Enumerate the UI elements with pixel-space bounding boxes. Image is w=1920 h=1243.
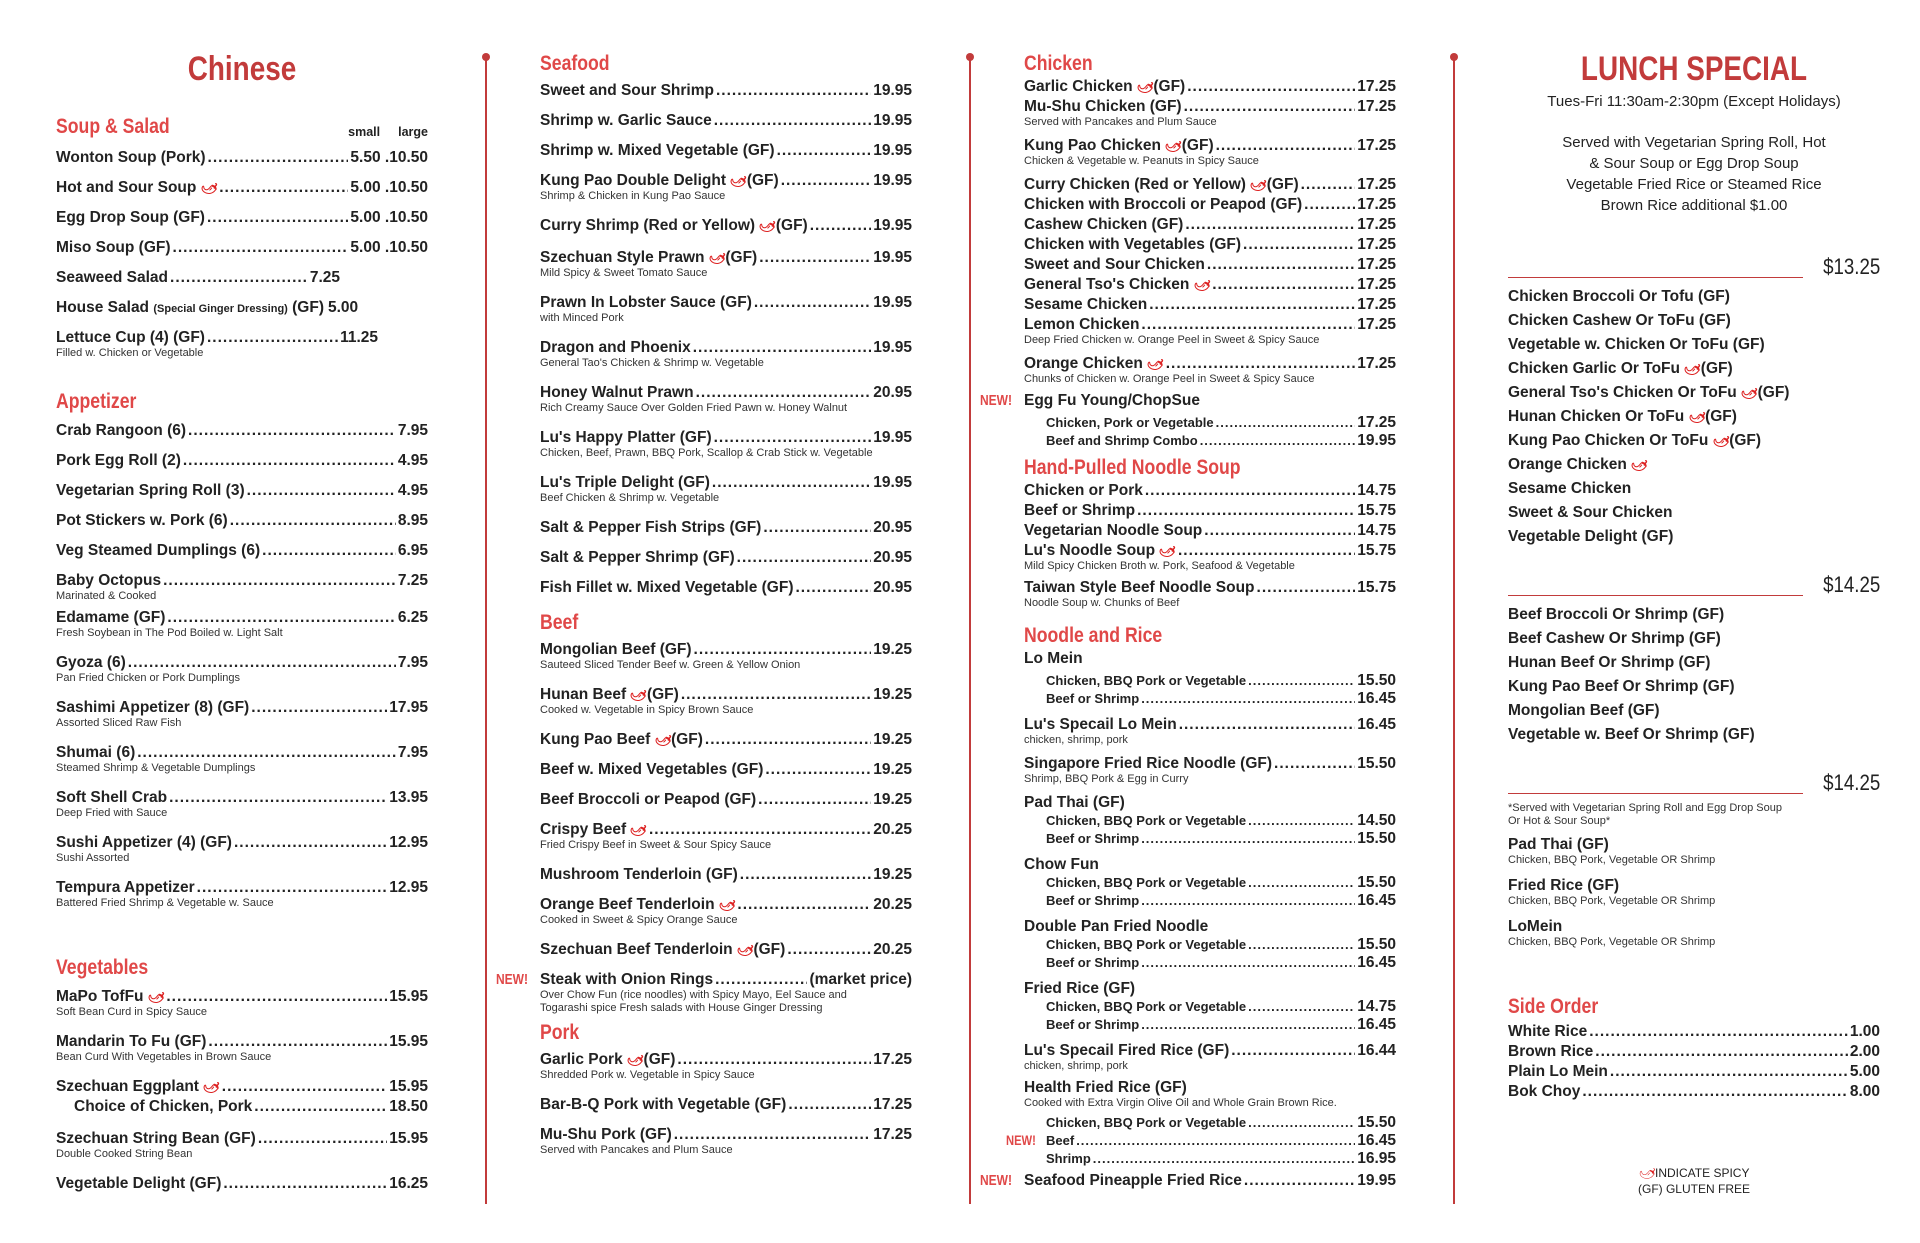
- chili-pepper-icon: 🌶: [757, 215, 779, 236]
- price-tier-header: $13.25: [1508, 254, 1880, 280]
- pork-list: [540, 1051, 912, 1157]
- menu-item: Lemon Chicken ..... 17.25 Deep Fried Chicken w. Orange Peel in Sweet & Spicy Sauce: [1024, 316, 1396, 347]
- new-badge: NEW!: [980, 1172, 1012, 1189]
- lunch-item: Fried Rice (GF) Chicken, BBQ Pork, Vegetable OR Shrimp: [1508, 877, 1716, 907]
- menu-item: Sesame Chicken ..... 17.25: [1024, 296, 1396, 314]
- lunch-item: Chicken Cashew Or ToFu (GF): [1508, 312, 1731, 329]
- section-heading: Soup & Salad: [56, 115, 170, 138]
- menu-item: Szechuan Eggplant 🌶 ..... 15.95: [56, 1078, 428, 1096]
- menu-item: Szechuan Beef Tenderloin 🌶(GF) ..... 20.25: [540, 941, 912, 959]
- chili-pepper-icon: 🌶: [706, 247, 728, 268]
- menu-item: Bok Choy ..... 8.00: [1508, 1083, 1880, 1101]
- menu-item: NEW! Seafood Pineapple Fried Rice ..... 19.95: [1024, 1172, 1396, 1190]
- lunch-hours: Tues-Fri 11:30am-2:30pm (Except Holidays): [1547, 93, 1841, 110]
- column-chicken-noodles: [980, 0, 1396, 1204]
- menu-item: Sweet and Sour Chicken ..... 17.25: [1024, 256, 1396, 274]
- chili-pepper-icon: 🌶: [1710, 430, 1732, 451]
- chili-pepper-icon: 🌶: [1157, 540, 1179, 561]
- menu-item: Orange Beef Tenderloin 🌶 ..... 20.25 Cooked in Sweet & Spicy Orange Sauce: [540, 896, 912, 927]
- menu-item: Edamame (GF) ..... 6.25 Fresh Soybean in The Pod Boiled w. Light Salt: [56, 609, 428, 640]
- lunch-item: Vegetable w. Chicken Or ToFu (GF): [1508, 336, 1765, 353]
- section-heading: Beef: [540, 611, 579, 634]
- large-label: large: [398, 125, 428, 139]
- lunch-item: Mongolian Beef (GF): [1508, 702, 1660, 719]
- lunch-item: Sesame Chicken: [1508, 480, 1632, 497]
- new-badge: NEW!: [1006, 1132, 1036, 1148]
- menu-item: Plain Lo Mein ..... 5.00: [1508, 1063, 1880, 1081]
- menu-item: Taiwan Style Beef Noodle Soup ..... 15.75 Noodle Soup w. Chunks of Beef: [1024, 579, 1396, 610]
- menu-item: Veg Steamed Dumplings (6) ..... 6.95: [56, 542, 428, 560]
- menu-item: Beef or Shrimp ..... 15.75: [1024, 502, 1396, 520]
- column-divider: [1453, 57, 1455, 1204]
- menu-item: Curry Shrimp (Red or Yellow) 🌶(GF) ..... 19.95: [540, 217, 912, 235]
- chili-pepper-icon: 🌶: [1686, 406, 1708, 427]
- appetizer-list: [56, 422, 428, 910]
- menu-item: Kung Pao Double Delight 🌶(GF) ..... 19.95 Shrimp & Chicken in Kung Pao Sauce: [540, 172, 912, 203]
- lunch-item: General Tso's Chicken Or ToFu 🌶(GF): [1508, 382, 1790, 403]
- lunch-item: Vegetable Delight (GF): [1508, 528, 1674, 545]
- menu-item: Mushroom Tenderloin (GF) ..... 19.25: [540, 866, 912, 884]
- menu-item: General Tso's Chicken 🌶 ..... 17.25: [1024, 276, 1396, 294]
- soup-list: [56, 149, 428, 360]
- menu-item: Sweet and Sour Shrimp ..... 19.95: [540, 82, 912, 100]
- lunch-item: Vegetable w. Beef Or Shrimp (GF): [1508, 726, 1755, 743]
- menu-item: Singapore Fried Rice Noodle (GF) ..... 15.50 Shrimp, BBQ Pork & Egg in Curry: [1024, 755, 1396, 786]
- menu-item: Gyoza (6) ..... 7.95 Pan Fried Chicken or Pork Dumplings: [56, 654, 428, 685]
- section-heading: Hand-Pulled Noodle Soup: [1024, 456, 1241, 479]
- menu-item: Chow Fun Chicken, BBQ Pork or Vegetable ..... 15.50 Beef or Shrimp ..... 16.45: [1024, 856, 1396, 910]
- lunch-item: Kung Pao Beef Or Shrimp (GF): [1508, 678, 1735, 695]
- chili-pepper-icon: 🌶: [628, 684, 650, 705]
- lunch-item: Beef Broccoli Or Shrimp (GF): [1508, 606, 1725, 623]
- menu-item: Soft Shell Crab ..... 13.95 Deep Fried with Sauce: [56, 789, 428, 820]
- lunch-item: Pad Thai (GF) Chicken, BBQ Pork, Vegetable OR Shrimp: [1508, 836, 1716, 866]
- menu-item: Kung Pao Chicken 🌶(GF) ..... 17.25 Chicken & Vegetable w. Peanuts in Spicy Sauce: [1024, 137, 1396, 168]
- lunch-item: Sweet & Sour Chicken: [1508, 504, 1673, 521]
- menu-item: Lettuce Cup (4) (GF) ..... 11.25 Filled w. Chicken or Vegetable: [56, 329, 428, 360]
- new-badge: NEW!: [496, 971, 528, 988]
- price-tier-header: $14.25: [1508, 572, 1880, 598]
- menu-item: Brown Rice ..... 2.00: [1508, 1043, 1880, 1061]
- menu-item: Miso Soup (GF) ..... 5.00 .10.50: [56, 239, 428, 257]
- noodle-soup-list: [1024, 482, 1396, 610]
- menu-item: Pot Stickers w. Pork (6) ..... 8.95: [56, 512, 428, 530]
- chili-pepper-icon: 🌶: [652, 729, 674, 750]
- chili-pepper-icon: 🌶: [1163, 135, 1185, 156]
- menu-item: Dragon and Phoenix ..... 19.95 General Tao's Chicken & Shrimp w. Vegetable: [540, 339, 912, 370]
- lunch-item: Kung Pao Chicken Or ToFu 🌶(GF): [1508, 430, 1762, 451]
- menu-item: Honey Walnut Prawn ..... 20.95 Rich Creamy Sauce Over Golden Fried Pawn w. Honey Walnut: [540, 384, 912, 415]
- legend-gluten-free: (GF) GLUTEN FREE: [1637, 1182, 1750, 1196]
- menu-item: Fried Rice (GF) Chicken, BBQ Pork or Vegetable ..... 14.75 Beef or Shrimp ..... 16.45: [1024, 980, 1396, 1034]
- menu-item: Orange Chicken 🌶 ..... 17.25 Chunks of Chicken w. Orange Peel in Sweet & Spicy Sauce: [1024, 355, 1396, 386]
- menu-item: Health Fried Rice (GF) Cooked with Extra Virgin Olive Oil and Whole Grain Brown Rice. Chicken, BBQ Pork or Vegetable ..... 15.50 NEW! Beef ..... 16.45 Shrimp ..... 16.95: [1024, 1079, 1396, 1168]
- column-divider: [969, 57, 971, 1204]
- menu-item: Hot and Sour Soup 🌶 ..... 5.00 .10.50: [56, 179, 428, 197]
- menu-item: Bar-B-Q Pork with Vegetable (GF) ..... 17.25: [540, 1096, 912, 1114]
- chili-pepper-icon: 🌶: [728, 170, 750, 191]
- seafood-list: [540, 82, 912, 597]
- menu-item: Hunan Beef 🌶(GF) ..... 19.25 Cooked w. Vegetable in Spicy Brown Sauce: [540, 686, 912, 717]
- menu-item: MaPo TofFu 🌶 ..... 15.95 Soft Bean Curd in Spicy Sauce: [56, 988, 428, 1019]
- chicken-list: [980, 76, 1396, 450]
- chili-pepper-icon: 🌶: [1738, 382, 1761, 403]
- tier3-list: [1508, 836, 1880, 949]
- section-heading: Noodle and Rice: [1024, 624, 1163, 647]
- price-tier-header: $14.25: [1508, 770, 1880, 796]
- menu-item: Lu's Triple Delight (GF) ..... 19.95 Beef Chicken & Shrimp w. Vegetable: [540, 474, 912, 505]
- column-seafood-beef-pork: [496, 0, 912, 1171]
- menu-item: Lo Mein Chicken, BBQ Pork or Vegetable ..... 15.50 Beef or Shrimp ..... 16.45: [1024, 650, 1396, 708]
- menu-item: Mongolian Beef (GF) ..... 19.25 Sauteed Sliced Tender Beef w. Green & Yellow Onion: [540, 641, 912, 672]
- tier3-note: *Served with Vegetarian Spring Roll and Egg Drop Soup Or Hot & Sour Soup*: [1508, 802, 1782, 827]
- menu-item: NEW! Egg Fu Young/ChopSue Chicken, Pork or Vegetable ..... 17.25 Beef and Shrimp Combo ..... 19.95: [1024, 392, 1396, 450]
- menu-item: Sushi Appetizer (4) (GF) ..... 12.95 Sushi Assorted: [56, 834, 428, 865]
- menu-item: Wonton Soup (Pork) ..... 5.50 .10.50: [56, 149, 428, 167]
- chili-pepper-icon: 🌶: [201, 1076, 223, 1097]
- lunch-item: Chicken Broccoli Or Tofu (GF): [1508, 288, 1730, 305]
- lunch-item: LoMein Chicken, BBQ Pork, Vegetable OR Shrimp: [1508, 918, 1716, 948]
- menu-item: Pork Egg Roll (2) ..... 4.95: [56, 452, 428, 470]
- size-header: [348, 125, 428, 139]
- chili-pepper-icon: 🌶: [1191, 274, 1213, 295]
- menu-item: Shrimp w. Garlic Sauce ..... 19.95: [540, 112, 912, 130]
- side-order-list: [1508, 1023, 1880, 1101]
- lunch-title: LUNCH SPECIAL: [1580, 50, 1808, 88]
- menu-item: Baby Octopus ..... 7.25 Marinated & Cooked: [56, 572, 428, 603]
- menu-item: Cashew Chicken (GF) ..... 17.25: [1024, 216, 1396, 234]
- menu-item: Seaweed Salad ..... 7.25: [56, 269, 428, 287]
- lunch-item: Hunan Beef Or Shrimp (GF): [1508, 654, 1711, 671]
- lunch-item: Chicken Garlic Or ToFu 🌶(GF): [1508, 358, 1733, 379]
- section-heading: Vegetables: [56, 956, 149, 979]
- column-chinese: [56, 0, 428, 1207]
- menu-item: NEW! Steak with Onion Rings ..... (market price) Over Chow Fun (rice noodles) with Spicy Mayo, Eel Sauce and Togarashi spice Fresh salads with House Ginger Dressing: [540, 971, 912, 1015]
- menu-item: Lu's Noodle Soup 🌶 ..... 15.75 Mild Spicy Chicken Broth w. Pork, Seafood & Vegetable: [1024, 542, 1396, 573]
- lunch-item: Hunan Chicken Or ToFu 🌶(GF): [1508, 406, 1737, 427]
- small-label: small: [348, 125, 381, 139]
- menu-item: Vegetarian Noodle Soup ..... 14.75: [1024, 522, 1396, 540]
- tier2-list: [1508, 606, 1880, 744]
- menu-item: Szechuan String Bean (GF) ..... 15.95 Double Cooked String Bean: [56, 1130, 428, 1161]
- menu-item: Tempura Appetizer ..... 12.95 Battered Fried Shrimp & Vegetable w. Sauce: [56, 879, 428, 910]
- chili-pepper-icon: 🌶: [734, 939, 757, 960]
- tier1-list: [1508, 288, 1880, 546]
- new-badge: NEW!: [980, 392, 1012, 409]
- chili-pepper-icon: 🌶: [624, 1049, 647, 1070]
- chili-pepper-icon: 🌶: [716, 894, 738, 915]
- menu-item: Garlic Pork 🌶(GF) ..... 17.25 Shredded Pork w. Vegetable in Spicy Sauce: [540, 1051, 912, 1082]
- menu-item: Szechuan Style Prawn 🌶(GF) ..... 19.95 Mild Spicy & Sweet Tomato Sauce: [540, 249, 912, 280]
- menu-item: Salt & Pepper Shrimp (GF) ..... 20.95: [540, 549, 912, 567]
- menu-item: Vegetable Delight (GF) ..... 16.25: [56, 1175, 428, 1193]
- lunch-item: Orange Chicken 🌶: [1508, 454, 1651, 475]
- menu-item: Sashimi Appetizer (8) (GF) ..... 17.95 Assorted Sliced Raw Fish: [56, 699, 428, 730]
- menu-item: Choice of Chicken, Pork ..... 18.50: [56, 1098, 428, 1116]
- chili-pepper-icon: 🌶: [145, 986, 167, 1007]
- vegetables-list: [56, 988, 428, 1193]
- section-heading: Chicken: [1024, 52, 1093, 75]
- menu-item: Garlic Chicken 🌶(GF) ..... 17.25: [1024, 78, 1396, 96]
- menu-item: Chicken or Pork ..... 14.75: [1024, 482, 1396, 500]
- legend: [1508, 1162, 1880, 1197]
- noodle-rice-list: [980, 650, 1396, 1190]
- menu-item: Lu's Happy Platter (GF) ..... 19.95 Chicken, Beef, Prawn, BBQ Pork, Scallop & Crab Stick w. Vegetable: [540, 429, 912, 460]
- menu-item: Crispy Beef 🌶 ..... 20.25 Fried Crispy Beef in Sweet & Sour Spicy Sauce: [540, 821, 912, 852]
- menu-item: Salt & Pepper Fish Strips (GF) ..... 20.95: [540, 519, 912, 537]
- section-heading: Seafood: [540, 52, 610, 75]
- chili-pepper-icon: 🌶: [1145, 353, 1167, 374]
- legend-spicy: INDICATE SPICY: [1655, 1166, 1750, 1180]
- menu-item: Kung Pao Beef 🌶(GF) ..... 19.25: [540, 731, 912, 749]
- beef-list: [496, 641, 912, 1015]
- chili-pepper-icon: 🌶: [1629, 454, 1651, 475]
- menu-item: Mu-Shu Chicken (GF) ..... 17.25 Served with Pancakes and Plum Sauce: [1024, 98, 1396, 129]
- column-lunch-special: [1508, 0, 1880, 1197]
- menu-item: Lu's Specail Lo Mein ..... 16.45 chicken, shrimp, pork: [1024, 716, 1396, 747]
- menu-item: Mandarin To Fu (GF) ..... 15.95 Bean Curd With Vegetables in Brown Sauce: [56, 1033, 428, 1064]
- menu-item: Shumai (6) ..... 7.95 Steamed Shrimp & Vegetable Dumplings: [56, 744, 428, 775]
- menu-item: Crab Rangoon (6) ..... 7.95: [56, 422, 428, 440]
- menu-item: Fish Fillet w. Mixed Vegetable (GF) ..... 20.95: [540, 579, 912, 597]
- menu-item: Egg Drop Soup (GF) ..... 5.00 .10.50: [56, 209, 428, 227]
- chili-pepper-icon: 🌶: [1248, 174, 1270, 195]
- menu-item: Shrimp w. Mixed Vegetable (GF) ..... 19.95: [540, 142, 912, 160]
- menu-item: Curry Chicken (Red or Yellow) 🌶(GF) ..... 17.25: [1024, 176, 1396, 194]
- soup-header: [56, 115, 428, 139]
- chili-pepper-icon: 🌶: [1682, 358, 1704, 379]
- menu-item: Beef Broccoli or Peapod (GF) ..... 19.25: [540, 791, 912, 809]
- menu-item: Prawn In Lobster Sauce (GF) ..... 19.95 with Minced Pork: [540, 294, 912, 325]
- menu-item: Double Pan Fried Noodle Chicken, BBQ Pork or Vegetable ..... 15.50 Beef or Shrimp ..... 16.45: [1024, 918, 1396, 972]
- lunch-served-note: Served with Vegetarian Spring Roll, Hot & Sour Soup or Egg Drop Soup Vegetable Fried Rice or Steamed Rice Brown Rice additional $1.00: [1562, 134, 1826, 214]
- chili-pepper-icon: 🌶: [628, 819, 650, 840]
- chili-pepper-icon: 🌶: [1636, 1162, 1658, 1183]
- menu-item: Pad Thai (GF) Chicken, BBQ Pork or Vegetable ..... 14.50 Beef or Shrimp ..... 15.50: [1024, 794, 1396, 848]
- menu-item: Beef w. Mixed Vegetables (GF) ..... 19.25: [540, 761, 912, 779]
- chili-pepper-icon: 🌶: [1134, 76, 1156, 97]
- menu-item: Vegetarian Spring Roll (3) ..... 4.95: [56, 482, 428, 500]
- menu-item: House Salad (Special Ginger Dressing) (GF) 5.00: [56, 299, 359, 316]
- page-title: Chinese: [187, 50, 297, 88]
- menu-item: Mu-Shu Pork (GF) ..... 17.25 Served with Pancakes and Plum Sauce: [540, 1126, 912, 1157]
- menu-item: White Rice ..... 1.00: [1508, 1023, 1880, 1041]
- section-heading: Side Order: [1508, 995, 1599, 1018]
- column-divider: [485, 57, 487, 1204]
- section-heading: Appetizer: [56, 390, 137, 413]
- section-heading: Pork: [540, 1021, 580, 1044]
- menu-item: Lu's Specail Fired Rice (GF) ..... 16.44 chicken, shrimp, pork: [1024, 1042, 1396, 1073]
- menu-item: Chicken with Vegetables (GF) ..... 17.25: [1024, 236, 1396, 254]
- menu-item: Chicken with Broccoli or Peapod (GF) ..... 17.25: [1024, 196, 1396, 214]
- chili-pepper-icon: 🌶: [198, 177, 220, 198]
- lunch-item: Beef Cashew Or Shrimp (GF): [1508, 630, 1721, 647]
